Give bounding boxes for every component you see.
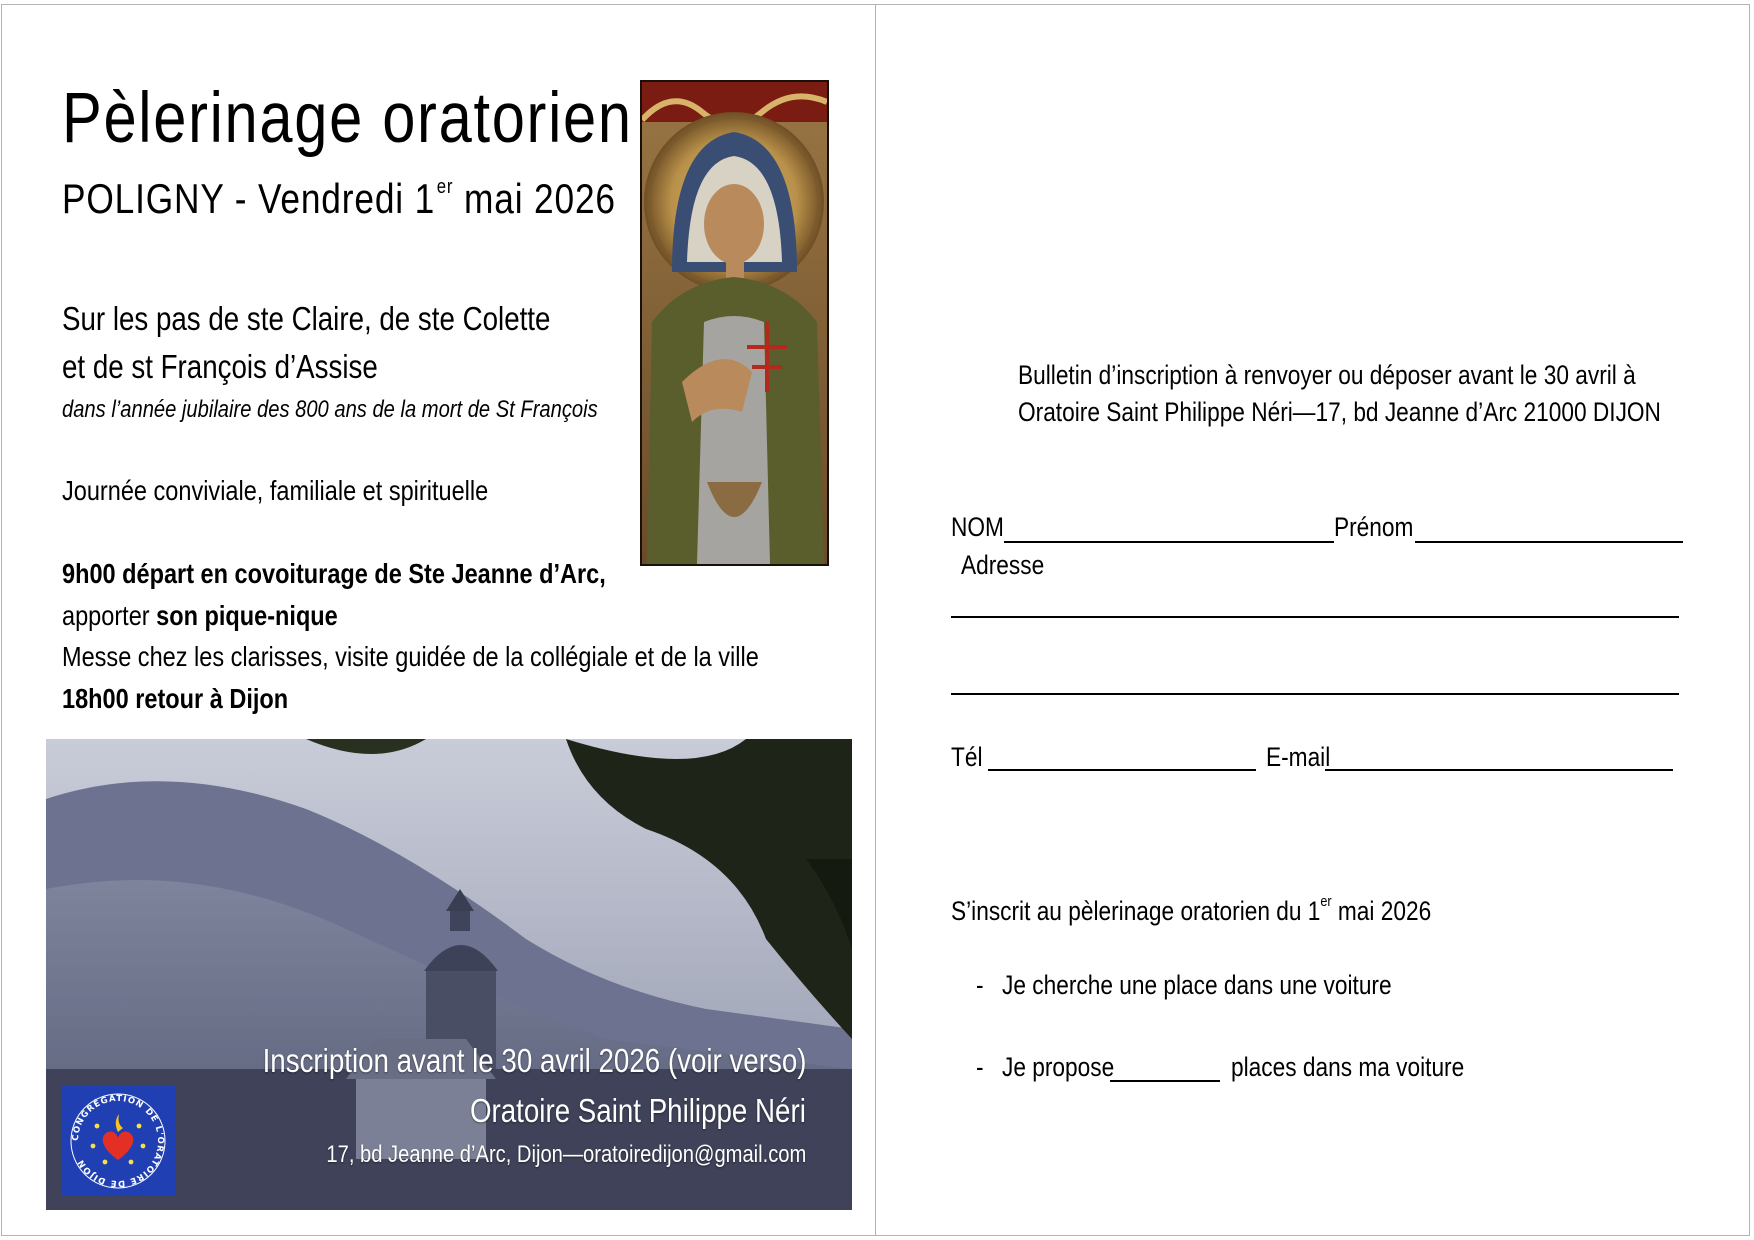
- option-2-label-a: Je propose: [1002, 1052, 1115, 1082]
- line6-a: apporter: [62, 600, 157, 631]
- flyer-title: Pèlerinage oratorien: [62, 79, 633, 158]
- subtitle-sup: er: [436, 176, 454, 198]
- subtitle-end: mai 2026: [453, 175, 616, 222]
- prenom-label: Prénom: [1334, 512, 1414, 542]
- flyer-line-4: Journée conviviale, familiale et spirituelle: [62, 475, 489, 506]
- prenom-field[interactable]: [1415, 541, 1683, 543]
- option-1-label: Je cherche une place dans une voiture: [1002, 970, 1392, 1000]
- line6-b: son pique-nique: [156, 600, 338, 631]
- subtitle-main: POLIGNY - Vendredi 1: [62, 175, 436, 222]
- flyer-line-8: 18h00 retour à Dijon: [62, 683, 289, 714]
- flyer-line-3: dans l’année jubilaire des 800 ans de la mort de St François: [62, 396, 598, 423]
- nom-field[interactable]: [1004, 541, 1334, 543]
- flyer-line-6: [62, 600, 338, 632]
- inscrit-a: S’inscrit au pèlerinage oratorien du 1: [951, 896, 1321, 926]
- photo-line-2: Oratoire Saint Philippe Néri: [470, 1092, 806, 1129]
- option-2-dash: -: [976, 1052, 984, 1082]
- logo-ring-text: CONGRÉGATION DE L'ORATOIRE DE DIJON: [70, 1093, 166, 1189]
- nom-label: NOM: [951, 512, 1004, 542]
- inscrit-sup: er: [1320, 893, 1332, 910]
- option-2-label-b: places dans ma voiture: [1231, 1052, 1465, 1082]
- form-intro-line-1: Bulletin d’inscription à renvoyer ou déposer avant le 30 avril à: [1018, 360, 1636, 390]
- tel-field[interactable]: [988, 769, 1256, 771]
- fold-divider: [875, 4, 876, 1236]
- adresse-field-line-2[interactable]: [951, 693, 1679, 695]
- flyer-line-1: Sur les pas de ste Claire, de ste Colette: [62, 300, 551, 337]
- form-intro-line-2: Oratoire Saint Philippe Néri—17, bd Jeanne d’Arc 21000 DIJON: [1018, 397, 1661, 427]
- flyer-subtitle: [62, 175, 616, 223]
- adresse-label: Adresse: [961, 550, 1045, 580]
- flyer-line-5: 9h00 départ en covoiturage de Ste Jeanne d’Arc,: [62, 558, 606, 589]
- oratoire-logo: [61, 1086, 175, 1196]
- photo-line-3: 17, bd Jeanne d’Arc, Dijon—oratoiredijon@gmail.com: [326, 1141, 806, 1168]
- option-1-dash: -: [976, 970, 984, 1000]
- places-field[interactable]: [1110, 1080, 1220, 1082]
- saint-clare-icon-image: [640, 80, 829, 566]
- poligny-landscape-photo: [46, 739, 852, 1210]
- tel-label: Tél: [951, 742, 983, 772]
- email-label: E-mail: [1266, 742, 1331, 772]
- inscrit-b: mai 2026: [1331, 896, 1432, 926]
- photo-line-1: Inscription avant le 30 avril 2026 (voir verso): [262, 1042, 806, 1079]
- inscrit-line: [951, 893, 1431, 927]
- email-field[interactable]: [1325, 769, 1673, 771]
- flyer-line-7: Messe chez les clarisses, visite guidée de la collégiale et de la ville: [62, 641, 759, 672]
- adresse-field-line-1[interactable]: [951, 616, 1679, 618]
- flyer-line-2: et de st François d’Assise: [62, 348, 378, 385]
